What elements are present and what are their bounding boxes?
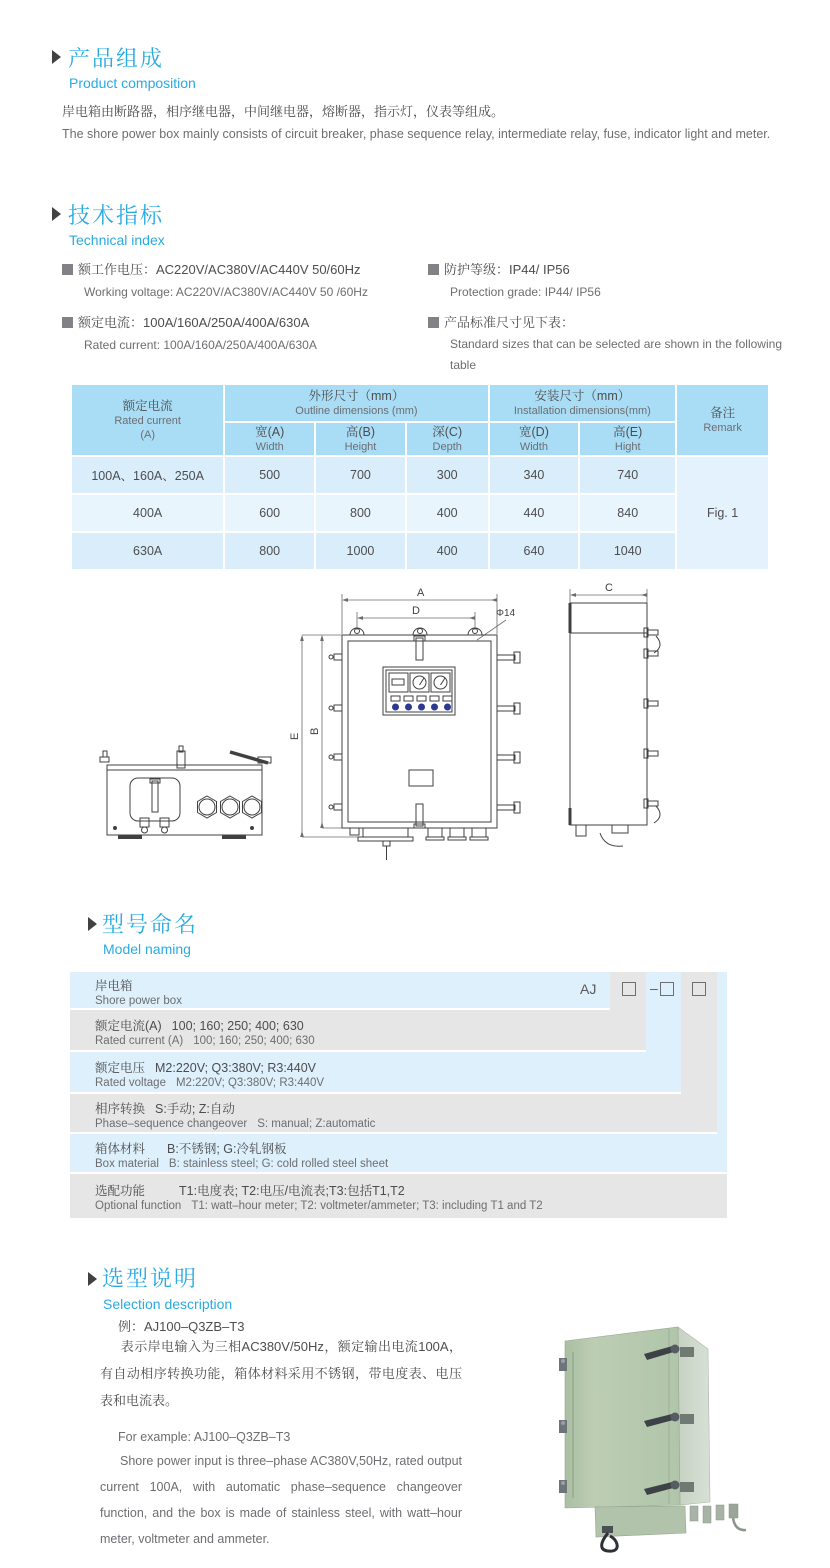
technical-drawing	[60, 580, 770, 880]
gland-hexes	[198, 796, 262, 818]
section-subtitle-naming: Model naming	[103, 941, 191, 957]
bottom-terminal-box	[595, 1506, 686, 1551]
spec-item-en: Rated current: 100A/160A/250A/400A/630A	[84, 338, 317, 352]
naming-row-option: 选配功能 T1:电度表; T2:电压/电流表;T3:包括T1,T2 Optional function T1: watt–hour meter; T2: voltmeter/ammeter; T3: including T1 and T2	[70, 1174, 727, 1218]
composition-text-en: The shore power box mainly consists of circuit breaker, phase sequence relay, intermediate relay, fuse, indicator light and meter.	[62, 127, 771, 141]
table-row	[72, 495, 768, 531]
model-code-box	[660, 982, 674, 996]
spec-item-en: Standard sizes that can be selected are shown in the following table	[450, 337, 782, 372]
meter-panel	[383, 667, 455, 715]
naming-row-material: 箱体材料 B:不锈钢; G:冷轧钢板 Box material B: stainless steel; G: cold rolled steel sheet	[70, 1134, 727, 1172]
product-photo	[540, 1292, 830, 1564]
cell-value: 740	[580, 457, 675, 493]
dim-label-a: A	[417, 587, 425, 599]
selection-example-en: For example: AJ100–Q3ZB–T3	[118, 1430, 291, 1444]
cell-value: 440	[490, 495, 579, 531]
col-header-height-b: 高(B) Height	[316, 423, 405, 455]
side-latches	[644, 628, 660, 823]
section-arrow-icon	[88, 917, 97, 931]
bullet-icon	[62, 317, 73, 328]
cell-value: 1000	[316, 533, 405, 569]
spec-item-en: Working voltage: AC220V/AC380V/AC440V 50 /60Hz	[84, 285, 368, 299]
selection-body-cn: 表示岸电输入为三相AC380V/50Hz，额定输出电流100A，有自动相序转换功能，箱体材料采用不锈钢，带电度表、电压表和电流表。	[100, 1339, 462, 1408]
cell-current: 400A	[72, 495, 223, 531]
cell-value: 800	[225, 533, 314, 569]
section-title-composition: 产品组成	[68, 46, 165, 71]
cell-value: 340	[490, 457, 579, 493]
cell-value: 1040	[580, 533, 675, 569]
bullet-icon	[428, 317, 439, 328]
cell-value: 300	[407, 457, 488, 493]
col-header-install: 安装尺寸（mm） Installation dimensions(mm)	[490, 385, 676, 421]
col-header-outline: 外形尺寸（mm） Outline dimensions (mm)	[225, 385, 487, 421]
cell-value: 600	[225, 495, 314, 531]
col-header-remark: 备注 Remark	[677, 385, 768, 455]
dim-label-b: B	[309, 727, 321, 735]
col-header-width-d: 宽(D) Width	[490, 423, 579, 455]
spec-item-en: Protection grade: IP44/ IP56	[450, 285, 601, 299]
spec-item: 产品标准尺寸见下表：	[428, 312, 574, 331]
spec-item: 额工作电压：AC220V/AC380V/AC440V 50/60Hz	[62, 259, 361, 278]
spec-item: 防护等级：IP44/ IP56	[428, 259, 570, 278]
bullet-icon	[62, 264, 73, 275]
cable-glands	[426, 828, 488, 840]
cell-value: 500	[225, 457, 314, 493]
bottom-glands	[690, 1504, 746, 1530]
section-subtitle-composition: Product composition	[69, 75, 196, 91]
gauge-icon	[434, 676, 447, 689]
model-code-box	[692, 982, 706, 996]
section-subtitle-selection: Selection description	[103, 1296, 233, 1312]
naming-row-current: 额定电流(A) 100; 160; 250; 400; 630 Rated current (A) 100; 160; 250; 400; 630	[70, 1010, 646, 1050]
model-code-dash: –	[650, 980, 658, 996]
dim-label-e: E	[289, 732, 301, 740]
cell-current: 100A、160A、250A	[72, 457, 223, 493]
indicator-lights	[391, 696, 452, 711]
cell-value: 400	[407, 495, 488, 531]
section-title-selection: 选型说明	[102, 1266, 199, 1291]
naming-row-voltage: 额定电压 M2:220V; Q3:380V; R3:440V Rated voltage M2:220V; Q3:380V; R3:440V	[70, 1052, 681, 1092]
section-title-naming: 型号命名	[102, 912, 199, 937]
col-header-width-a: 宽(A) Width	[225, 423, 314, 455]
cell-value: 700	[316, 457, 405, 493]
naming-row-phase: 相序转换 S:手动; Z:自动 Phase–sequence changeover S: manual; Z:automatic	[70, 1094, 717, 1132]
composition-text-cn: 岸电箱由断路器，相序继电器，中间继电器，熔断器，指示灯，仪表等组成。	[62, 104, 505, 119]
naming-strip	[717, 972, 727, 1134]
hole-label: Φ14	[496, 608, 516, 619]
dim-label-d: D	[412, 605, 420, 617]
model-code-box	[622, 982, 636, 996]
section-arrow-icon	[52, 207, 61, 221]
nameplate	[409, 770, 433, 786]
model-code-prefix: AJ	[580, 981, 597, 997]
selection-body-en: Shore power input is three–phase AC380V,50Hz, rated output current 100A, with automatic phase–sequence changeover function, and the box is made of stainless steel, with watt–hour meter, voltmeter and ammeter.	[100, 1454, 462, 1546]
cell-value: 800	[316, 495, 405, 531]
side-view	[570, 582, 660, 846]
table-row	[72, 457, 768, 493]
cell-value: 840	[580, 495, 675, 531]
col-header-depth-c: 深(C) Depth	[407, 423, 488, 455]
selection-example-cn: 例：AJ100–Q3ZB–T3	[118, 1319, 245, 1334]
dimensions-table	[70, 383, 770, 571]
cell-remark: Fig. 1	[677, 457, 768, 569]
gauge-icon	[413, 676, 426, 689]
cell-value: 400	[407, 533, 488, 569]
hinge-bolts	[329, 654, 342, 810]
table-row	[72, 533, 768, 569]
bullet-icon	[428, 264, 439, 275]
cell-value: 640	[490, 533, 579, 569]
front-view	[289, 587, 520, 860]
naming-row-product: 岸电箱 Shore power box	[70, 972, 610, 1008]
section-arrow-icon	[52, 50, 61, 64]
section-arrow-icon	[88, 1272, 97, 1286]
watt-hour-meter-icon	[392, 679, 404, 685]
cell-current: 630A	[72, 533, 223, 569]
dim-label-c: C	[605, 582, 613, 594]
section-subtitle-technical: Technical index	[69, 232, 165, 248]
section-title-technical: 技术指标	[68, 203, 165, 228]
bottom-view	[100, 746, 271, 839]
spec-item: 额定电流：100A/160A/250A/400A/630A	[62, 312, 309, 331]
latch-handles	[497, 652, 520, 813]
col-header-current: 额定电流 Rated current (A)	[72, 385, 223, 455]
col-header-hight-e: 高(E) Hight	[580, 423, 675, 455]
